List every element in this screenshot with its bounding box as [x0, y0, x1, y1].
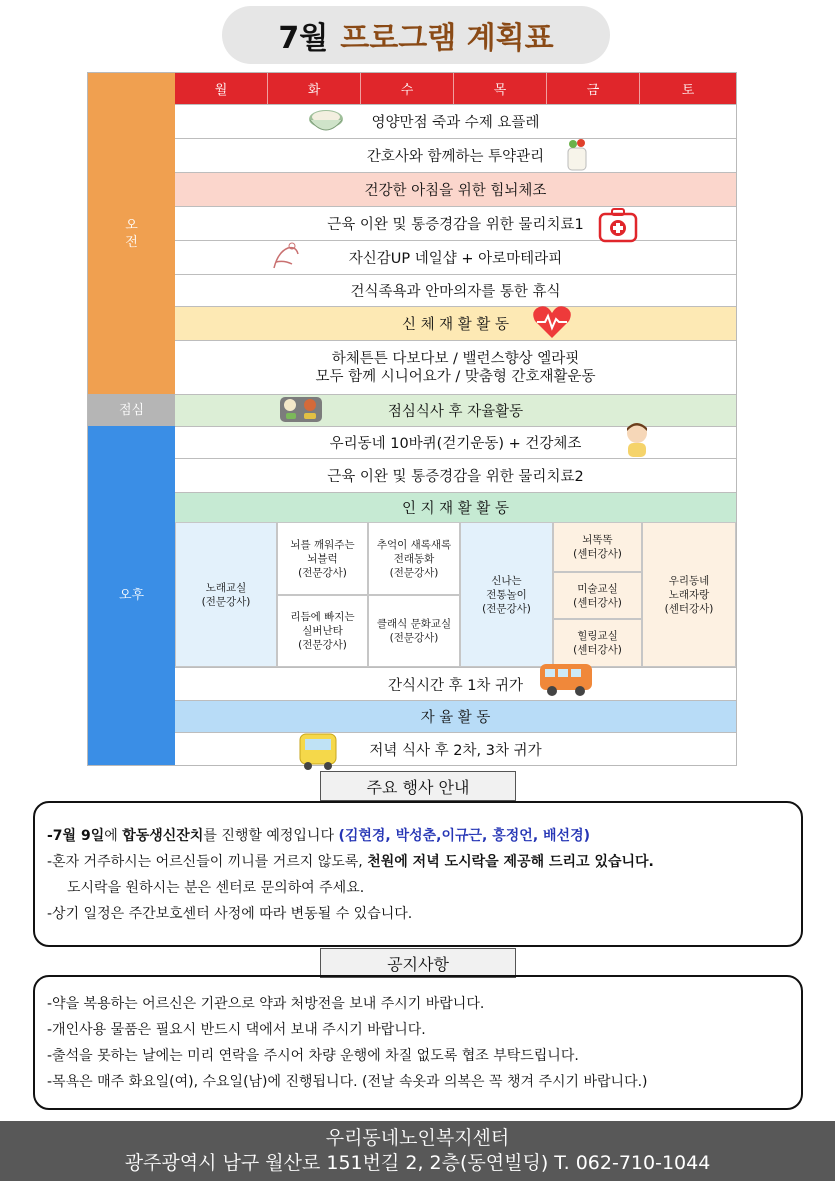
section-lunch: 점심 [88, 394, 175, 426]
cog-fri-2: 미술교실 (센터강사) [553, 572, 642, 619]
cog-mon: 노래교실 (전문강사) [175, 522, 277, 667]
morning-row-4: 근육 이완 및 통증경감을 위한 물리치료1 [175, 206, 736, 240]
school-bus-icon [296, 730, 342, 772]
event-line-2 [47, 849, 789, 875]
morning-row-3: 건강한 아침을 위한 힘뇌체조 [175, 172, 736, 206]
first-aid-kit-icon [597, 206, 639, 244]
event-names: (김현경, 박성춘,이규근, 홍정언, 배선경) [338, 828, 590, 844]
event-line-1 [47, 823, 789, 849]
afternoon-row-6: 저녁 식사 후 2차, 3차 귀가 [175, 732, 736, 765]
event-line-4: -상기 일정은 주간보호센터 사정에 따라 변동될 수 있습니다. [47, 906, 413, 922]
event-rest: 를 진행할 예정입니다 [203, 828, 339, 844]
boy-icon [620, 420, 654, 462]
morning-row-1: 영양만점 죽과 수제 요플레 [175, 104, 736, 138]
cog-tue-bottom: 리듬에 빠지는 실버난타 (전문강사) [277, 595, 368, 667]
heart-pulse-icon [531, 303, 573, 341]
cog-fri-1: 뇌똑똑 (센터강사) [553, 522, 642, 572]
footer-address: 광주광역시 남구 월산로 151번길 2, 2층(동연빌딩) T. 062-710-1044 [124, 1152, 711, 1174]
section-morning: 오 전 [88, 73, 175, 394]
afternoon-row-1: 우리동네 10바퀴(걷기운동) + 건강체조 [175, 426, 736, 458]
notices-heading: 공지사항 [320, 948, 516, 978]
section-afternoon: 오후 [88, 426, 175, 765]
events-heading: 주요 행사 안내 [320, 771, 516, 801]
morning-row-6: 건식족욕과 안마의자를 통한 휴식 [175, 274, 736, 306]
day-header-mon: 월 [175, 73, 268, 104]
afternoon-row-5: 자 율 활 동 [175, 700, 736, 732]
day-header-sat: 토 [640, 73, 736, 104]
cog-wed-bottom: 클래식 문화교실 (전문강사) [368, 595, 460, 667]
hands-nail-icon [268, 238, 304, 274]
lunch-tray-icon [278, 393, 324, 425]
notice-item: -출석을 못하는 날에는 미리 연락을 주시어 차량 운행에 차질 없도록 협조 부탁드립니다. [47, 1048, 579, 1064]
event-mid: 에 [104, 828, 123, 844]
events-box [33, 801, 803, 947]
day-header-wed: 수 [361, 73, 454, 104]
page-title [222, 6, 610, 64]
porridge-bowl-icon [306, 106, 346, 136]
notice-item: -약을 복용하는 어르신은 기관으로 약과 처방전을 보내 주시기 바랍니다. [47, 996, 485, 1012]
afternoon-row-3: 인 지 재 활 활 동 [175, 492, 736, 522]
notice-item: -개인사용 물품은 필요시 반드시 댁에서 보내 주시기 바랍니다. [47, 1022, 426, 1038]
lunch-row: 점심식사 후 자율활동 [175, 394, 736, 426]
morning-row-2: 간호사와 함께하는 투약관리 [175, 138, 736, 172]
event-date: -7월 9일 [47, 828, 105, 844]
event-line-2b: 천원에 저녁 도시락을 제공해 드리고 있습니다. [367, 854, 654, 870]
event-name: 합동생신잔치 [122, 828, 204, 844]
afternoon-row-2: 근육 이완 및 통증경감을 위한 물리치료2 [175, 458, 736, 492]
day-header-thu: 목 [454, 73, 547, 104]
bus-icon [538, 660, 594, 698]
cog-tue-top: 뇌를 깨워주는 뇌블럭 (전문강사) [277, 522, 368, 595]
morning-row-5: 자신감UP 네일샵 + 아로마테라피 [175, 240, 736, 274]
footer [0, 1121, 835, 1181]
cog-thu: 신나는 전통놀이 (전문강사) [460, 522, 553, 667]
cog-sat: 우리동네 노래자랑 (센터강사) [642, 522, 736, 667]
day-header-tue: 화 [268, 73, 361, 104]
notices-box [33, 975, 803, 1110]
cog-wed-top: 추억이 새록새록 전래동화 (전문강사) [368, 522, 460, 595]
yogurt-icon [562, 136, 592, 174]
notice-item: -목욕은 매주 화요일(여), 수요일(남)에 진행됩니다. (전날 속옷과 의복은 꼭 챙겨 주시기 바랍니다.) [47, 1074, 648, 1090]
morning-row-8: 하체튼튼 다보다보 / 밸런스향상 엘라핏 모두 함께 시니어요가 / 맞춤형 간호재활운동 [175, 340, 736, 394]
title-month: 7월 [278, 21, 329, 56]
event-line-3: 도시락을 원하시는 분은 센터로 문의하여 주세요. [67, 880, 365, 896]
day-header-fri: 금 [547, 73, 640, 104]
footer-center-name: 우리동네노인복지센터 [325, 1127, 510, 1149]
title-rest: 프로그램 계획표 [340, 21, 554, 56]
morning-row-7: 신 체 재 활 활 동 [175, 306, 736, 340]
cog-fri-3: 힐링교실 (센터강사) [553, 619, 642, 667]
afternoon-row-4: 간식시간 후 1차 귀가 [175, 667, 736, 700]
event-line-2a: -혼자 거주하시는 어르신들이 끼니를 거르지 않도록, [47, 854, 368, 870]
